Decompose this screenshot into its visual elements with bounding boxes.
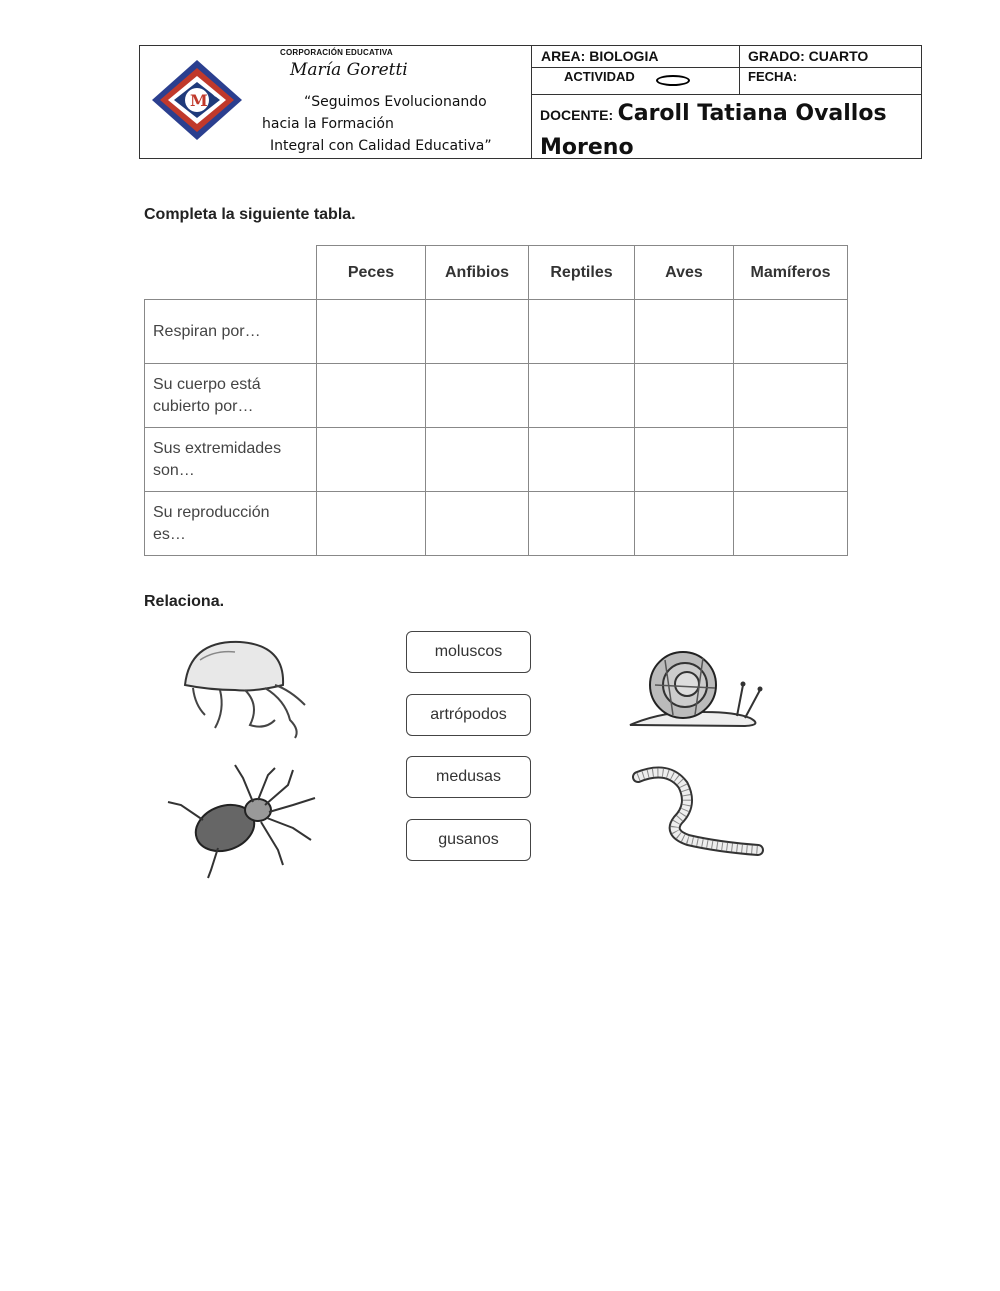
grade-label: GRADO: CUARTO: [748, 48, 869, 64]
snail-image[interactable]: [625, 640, 775, 735]
slogan-line: hacia la Formación: [262, 116, 394, 132]
table-header-row: [145, 246, 848, 300]
worm-image[interactable]: [628, 765, 778, 860]
answer-cell[interactable]: [426, 364, 529, 428]
row-label-text: Su reproducción: [153, 503, 270, 521]
word-box-medusas[interactable]: medusas: [406, 756, 531, 798]
answer-cell[interactable]: [529, 300, 635, 364]
answer-cell[interactable]: [635, 428, 734, 492]
answer-cell[interactable]: [529, 364, 635, 428]
row-label-text: Su cuerpo está: [153, 375, 261, 393]
answer-cell[interactable]: [317, 492, 426, 556]
row-label: [145, 364, 317, 428]
table-row: [145, 428, 848, 492]
answer-cell[interactable]: [635, 364, 734, 428]
relate-section-title: Relaciona.: [144, 593, 225, 610]
header-table: [139, 45, 922, 159]
table-row: [145, 364, 848, 428]
table-row: [145, 300, 848, 364]
answer-cell[interactable]: [734, 300, 848, 364]
row-label-text: Respiran por…: [153, 322, 261, 340]
answer-cell[interactable]: [734, 364, 848, 428]
answer-cell[interactable]: [734, 492, 848, 556]
word-box-moluscos[interactable]: moluscos: [406, 631, 531, 673]
row-label-text: es…: [153, 525, 186, 543]
answer-cell[interactable]: [529, 428, 635, 492]
answer-cell[interactable]: [426, 300, 529, 364]
answer-cell[interactable]: [529, 492, 635, 556]
slogan-line: Integral con Calidad Educativa”: [270, 138, 492, 154]
date-label: FECHA:: [748, 69, 798, 84]
row-label-text: son…: [153, 461, 195, 479]
classification-table: [144, 245, 848, 556]
answer-cell[interactable]: [426, 492, 529, 556]
activity-date-row: [532, 68, 922, 95]
word-box-gusanos[interactable]: gusanos: [406, 819, 531, 861]
column-header: Aves: [635, 246, 734, 300]
answer-cell[interactable]: [635, 492, 734, 556]
answer-cell[interactable]: [734, 428, 848, 492]
area-label: AREA: BIOLOGIA: [541, 48, 659, 64]
column-header: Anfibios: [426, 246, 529, 300]
teacher-name-line1: Caroll Tatiana Ovallos: [617, 101, 887, 126]
corporation-label: CORPORACIÓN EDUCATIVA: [280, 48, 393, 57]
teacher-label: DOCENTE:: [540, 107, 614, 123]
slogan: [262, 91, 527, 157]
answer-cell[interactable]: [317, 364, 426, 428]
row-label: [145, 300, 317, 364]
teacher-block: [540, 98, 918, 166]
school-info-cell: [140, 46, 532, 158]
column-header: Reptiles: [529, 246, 635, 300]
word-box-artropodos[interactable]: artrópodos: [406, 694, 531, 736]
answer-cell[interactable]: [317, 300, 426, 364]
svg-text:M: M: [190, 91, 208, 110]
answer-cell[interactable]: [426, 428, 529, 492]
school-logo: [150, 58, 245, 143]
slogan-line: “Seguimos Evolucionando: [304, 94, 487, 110]
row-label-text: cubierto por…: [153, 397, 254, 415]
row-label-text: Sus extremidades: [153, 439, 282, 457]
answer-cell[interactable]: [635, 300, 734, 364]
column-header: Mamíferos: [734, 246, 848, 300]
column-header: Peces: [317, 246, 426, 300]
school-name: María Goretti: [290, 60, 408, 80]
activity-label: ACTIVIDAD: [564, 69, 635, 84]
jellyfish-image[interactable]: [165, 630, 320, 740]
spider-image[interactable]: [163, 760, 323, 880]
teacher-name-line2: Moreno: [540, 135, 634, 160]
row-label: [145, 428, 317, 492]
activity-number-oval: [656, 75, 690, 86]
answer-cell[interactable]: [317, 428, 426, 492]
row-label: [145, 492, 317, 556]
header-empty-cell: [145, 246, 317, 300]
table-section-title: Completa la siguiente tabla.: [144, 206, 356, 223]
area-grade-row: [532, 46, 922, 68]
table-row: [145, 492, 848, 556]
